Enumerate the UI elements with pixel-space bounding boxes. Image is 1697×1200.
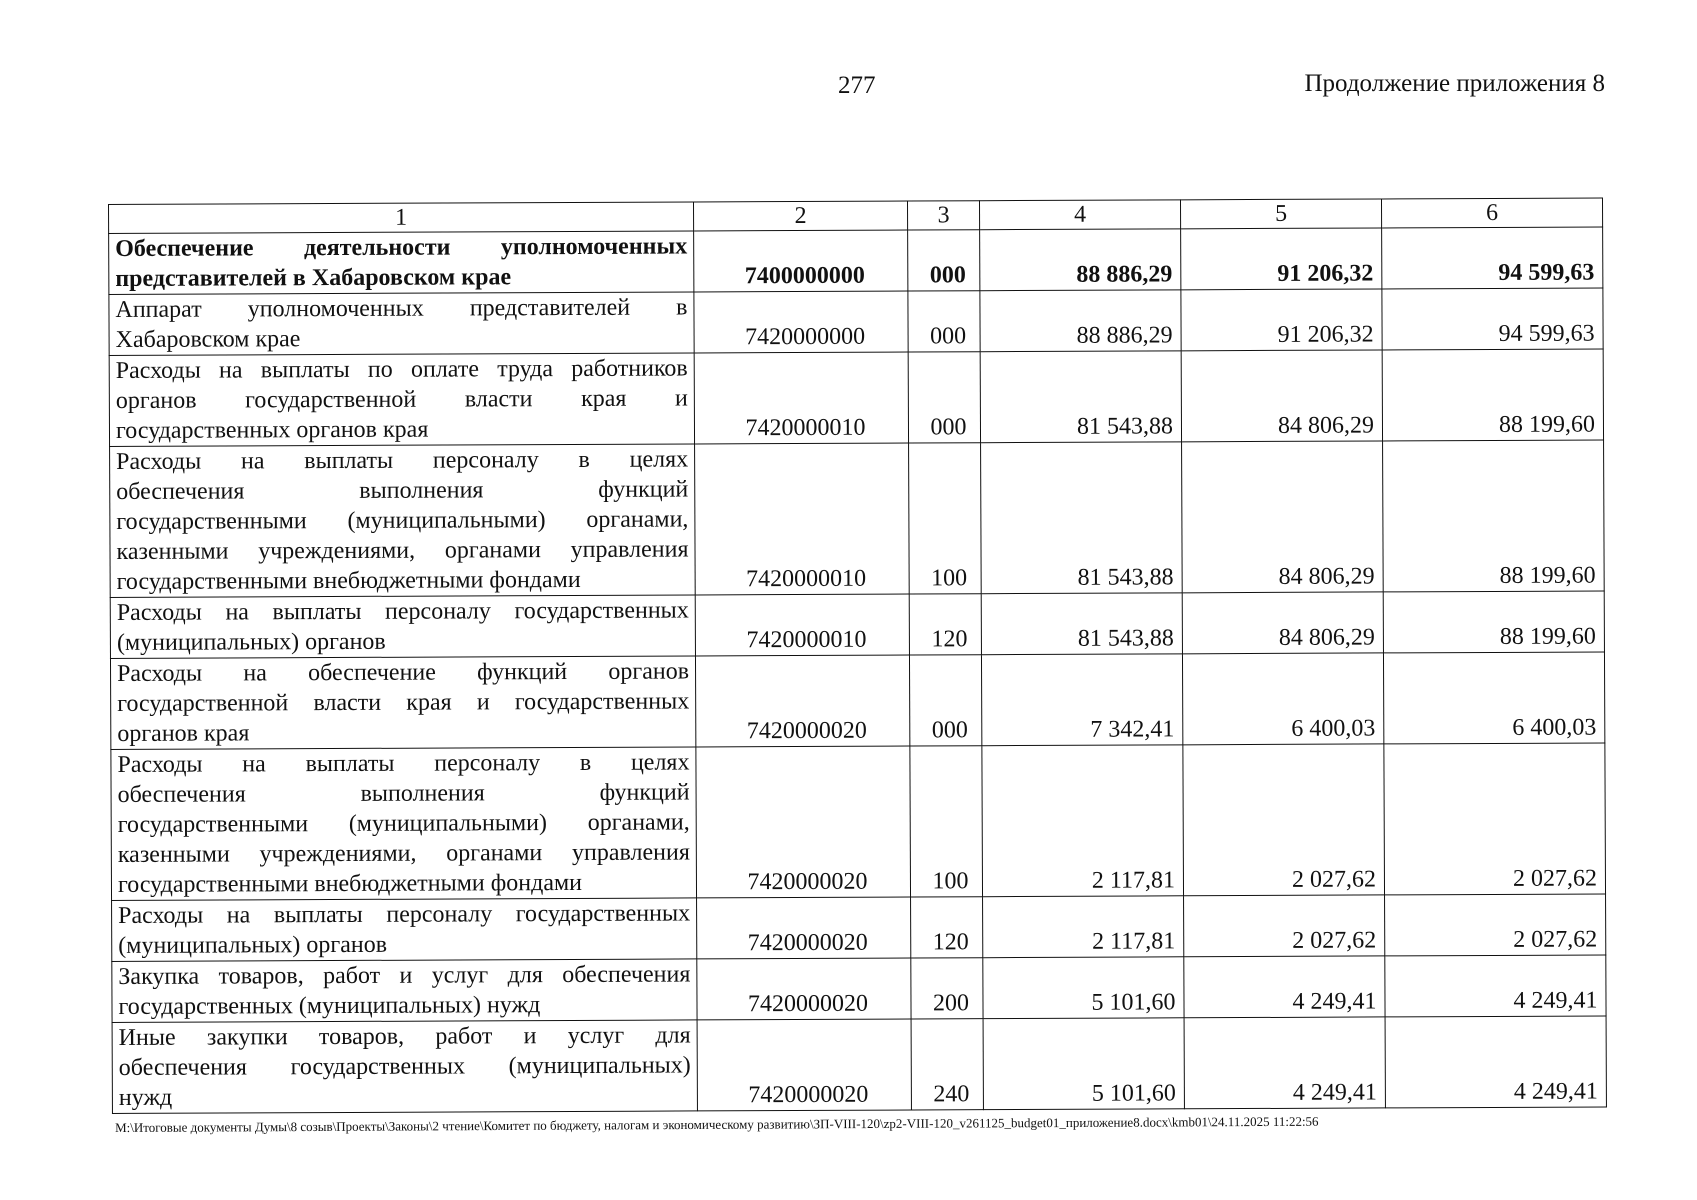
amount-col4: 88 886,29	[980, 290, 1181, 352]
column-number: 2	[693, 201, 907, 231]
amount-col5: 6 400,03	[1182, 653, 1383, 745]
row-description	[112, 898, 697, 962]
expense-type-code: 240	[911, 1019, 983, 1110]
amount-col6: 88 199,60	[1382, 349, 1603, 441]
expense-type-code: 000	[908, 291, 980, 352]
amount-col6: 2 027,62	[1384, 743, 1606, 895]
amount-col5: 91 206,32	[1181, 228, 1382, 290]
description-line: Расходы на выплаты персоналу государственных	[116, 597, 689, 626]
amount-col5: 4 249,41	[1184, 956, 1385, 1018]
description-line: государственной власти края и государственных	[117, 688, 690, 717]
description-line: государственными (муниципальными) органами,	[117, 809, 690, 838]
description-line: органов края	[117, 720, 250, 747]
table-row	[110, 652, 1604, 750]
expense-type-code: 120	[911, 897, 983, 958]
amount-col6: 2 027,62	[1385, 894, 1606, 956]
description-line: Расходы на выплаты персоналу в целях	[117, 749, 690, 778]
amount-col6: 94 599,63	[1382, 227, 1603, 289]
amount-col5: 84 806,29	[1181, 350, 1382, 442]
description-line: Расходы на выплаты персоналу государственных	[118, 900, 691, 929]
target-article-code: 7420000020	[695, 655, 909, 747]
row-description	[110, 595, 695, 659]
row-description	[112, 1020, 697, 1114]
table-row	[112, 1016, 1606, 1114]
column-number: 4	[979, 200, 1180, 230]
amount-col4: 81 543,88	[981, 593, 1182, 655]
table-row	[109, 288, 1603, 356]
footer-file-path: M:\Итоговые документы Думы\8 созыв\Проекты\Законы\2 чтение\Комитет по бюджету, налогам и экономическому развитию\ЗП-VIII-120\zp2-VIII-120_v261125_budget01_приложение8.docx\kmb01\24.11.2025 11:22:56	[115, 1113, 1319, 1135]
table-row	[111, 743, 1606, 901]
amount-col6: 6 400,03	[1383, 652, 1604, 744]
description-line: Хабаровском крае	[115, 326, 301, 353]
description-line: государственными (муниципальными) органами,	[116, 506, 689, 535]
target-article-code: 7420000020	[697, 897, 911, 959]
amount-col5: 84 806,29	[1182, 592, 1383, 654]
description-line: государственными внебюджетными фондами	[117, 869, 583, 898]
amount-col6: 88 199,60	[1383, 591, 1604, 653]
target-article-code: 7420000020	[697, 1019, 911, 1111]
amount-col4: 5 101,60	[983, 957, 1184, 1019]
table-row	[110, 591, 1604, 659]
expense-type-code: 100	[909, 443, 982, 594]
description-line: обеспечения выполнения функций	[116, 476, 689, 505]
row-description	[112, 959, 697, 1023]
column-number: 3	[907, 201, 979, 230]
description-line: Обеспечение деятельности уполномоченных	[115, 233, 688, 262]
amount-col5: 4 249,41	[1184, 1017, 1385, 1109]
amount-col6: 4 249,41	[1385, 955, 1606, 1017]
amount-col4: 5 101,60	[983, 1018, 1184, 1110]
description-line: обеспечения государственных (муниципальных)	[118, 1052, 691, 1081]
target-article-code: 7420000010	[695, 594, 909, 656]
description-line: государственными внебюджетными фондами	[116, 566, 581, 595]
description-line: Иные закупки товаров, работ и услуг для	[118, 1022, 691, 1051]
description-line: Закупка товаров, работ и услуг для обеспечения	[118, 961, 691, 990]
appendix-continuation-label: Продолжение приложения 8	[1304, 70, 1605, 97]
table-row	[112, 955, 1606, 1023]
description-line: Расходы на выплаты по оплате труда работников	[115, 355, 688, 384]
description-line: (муниципальных) органов	[118, 931, 388, 959]
description-line: Расходы на выплаты персоналу в целях	[116, 446, 689, 475]
row-description	[110, 444, 696, 598]
description-line: представителей в Хабаровском крае	[115, 264, 512, 292]
target-article-code: 7400000000	[694, 230, 908, 292]
table-row	[112, 894, 1606, 962]
row-description	[110, 656, 695, 750]
description-line: Расходы на обеспечение функций органов	[116, 658, 690, 687]
amount-col5: 2 027,62	[1184, 895, 1385, 957]
target-article-code: 7420000000	[694, 291, 908, 353]
description-line: (муниципальных) органов	[116, 628, 386, 656]
expense-type-code: 100	[910, 746, 983, 897]
amount-col4: 88 886,29	[980, 229, 1181, 291]
table-row	[110, 440, 1605, 598]
amount-col5: 91 206,32	[1181, 289, 1382, 351]
target-article-code: 7420000010	[694, 352, 908, 444]
expense-type-code: 000	[909, 655, 981, 746]
amount-col6: 4 249,41	[1385, 1016, 1606, 1108]
column-number: 5	[1180, 199, 1381, 229]
row-description	[109, 353, 694, 447]
table-row	[109, 349, 1603, 447]
row-description	[111, 747, 697, 901]
amount-col4: 2 117,81	[982, 745, 1184, 897]
description-line: нужд	[118, 1084, 173, 1111]
target-article-code: 7420000010	[695, 443, 910, 595]
column-number: 1	[109, 202, 694, 234]
expense-type-code: 000	[908, 230, 980, 291]
amount-col6: 88 199,60	[1383, 440, 1605, 592]
budget-table	[108, 197, 1607, 1114]
description-line: государственных (муниципальных) нужд	[118, 992, 541, 1020]
page-number: 277	[838, 72, 876, 99]
row-description	[109, 292, 694, 356]
table-row	[109, 227, 1603, 295]
amount-col4: 81 543,88	[981, 442, 1183, 594]
description-line: органов государственной власти края и	[115, 385, 688, 414]
amount-col6: 94 599,63	[1382, 288, 1603, 350]
amount-col4: 2 117,81	[983, 896, 1184, 958]
table-body	[109, 198, 1607, 1114]
description-line: обеспечения выполнения функций	[117, 779, 690, 808]
target-article-code: 7420000020	[696, 746, 911, 898]
column-number: 6	[1381, 198, 1602, 228]
description-line: Аппарат уполномоченных представителей в	[115, 294, 688, 323]
description-line: казенными учреждениями, органами управления	[116, 536, 689, 565]
amount-col4: 7 342,41	[981, 654, 1182, 746]
expense-type-code: 120	[909, 594, 981, 655]
expense-type-code: 200	[911, 958, 983, 1019]
expense-type-code: 000	[908, 352, 980, 443]
amount-col4: 81 543,88	[980, 351, 1181, 443]
description-line: казенными учреждениями, органами управления	[117, 839, 690, 868]
target-article-code: 7420000020	[697, 958, 911, 1020]
amount-col5: 2 027,62	[1183, 744, 1385, 896]
row-description	[109, 231, 694, 295]
amount-col5: 84 806,29	[1182, 441, 1384, 593]
description-line: государственных органов края	[115, 416, 429, 444]
